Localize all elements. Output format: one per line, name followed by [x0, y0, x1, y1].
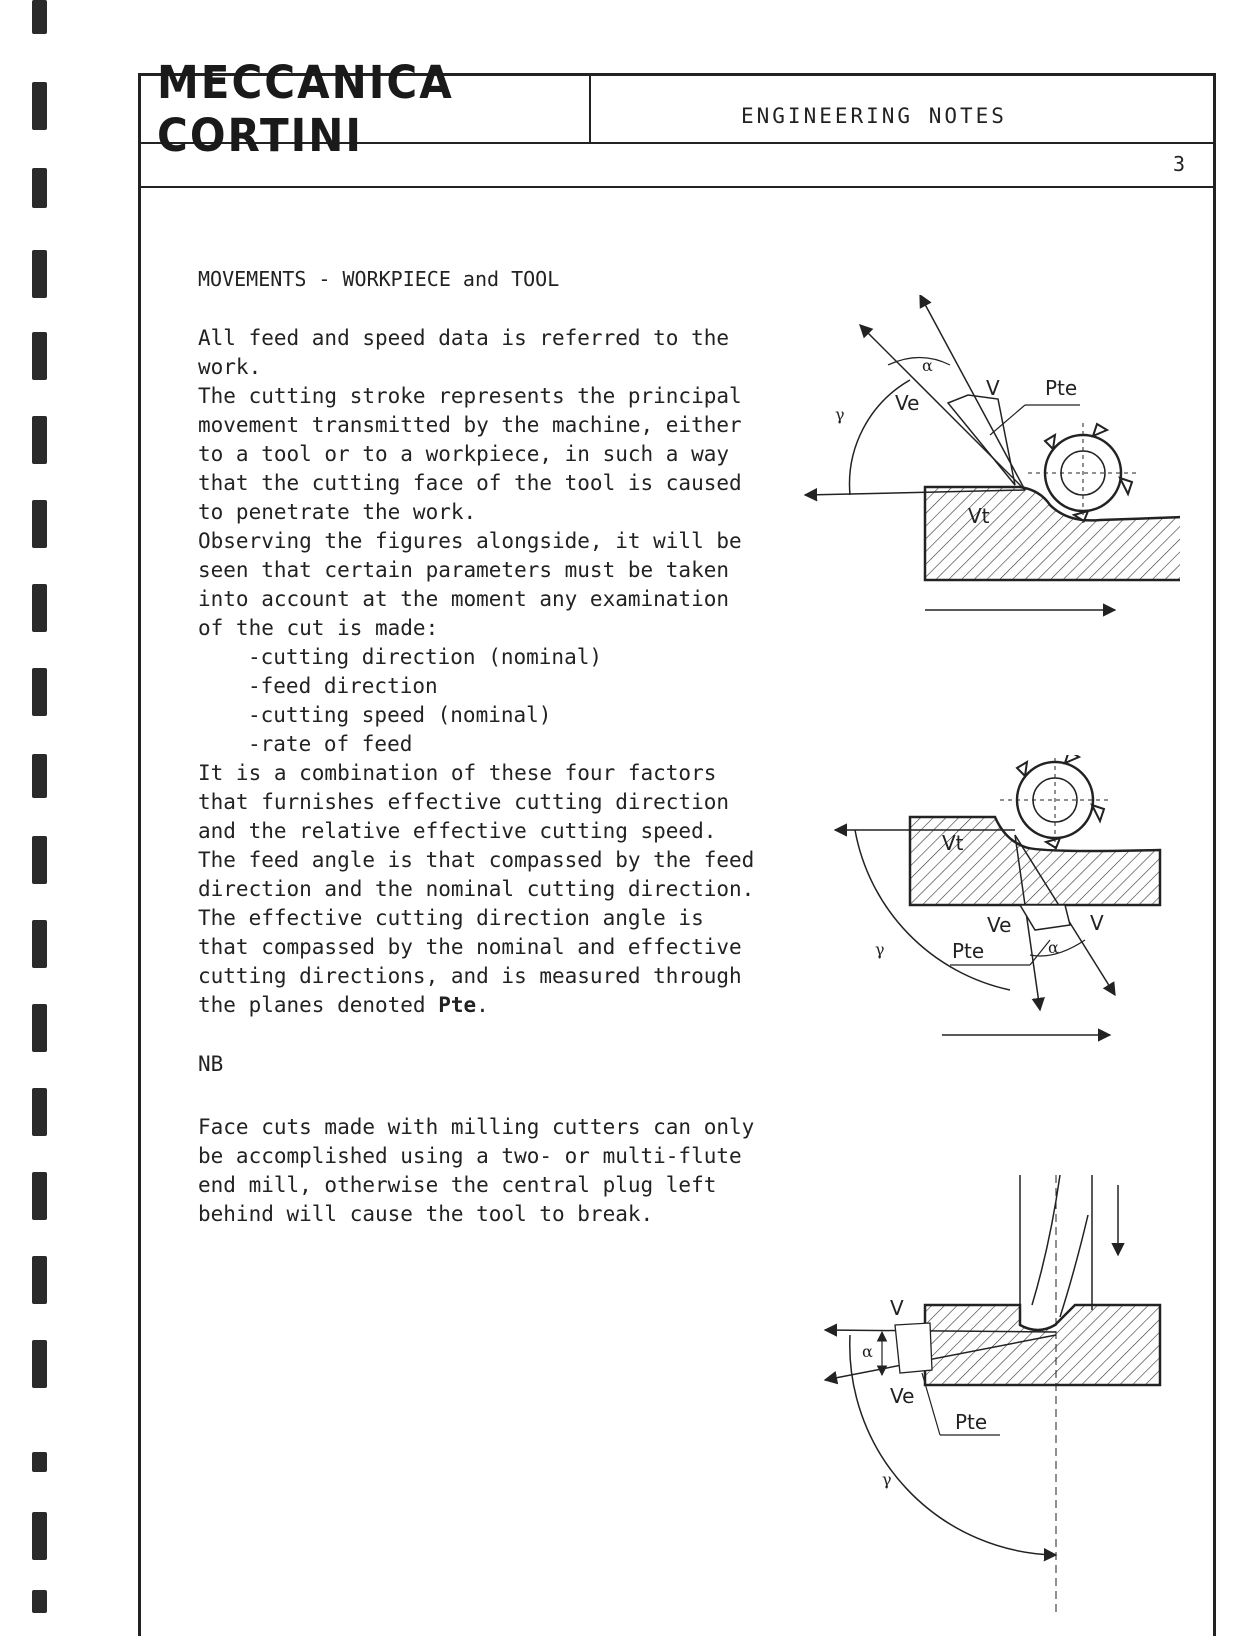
ve-label: Ve: [890, 1384, 915, 1408]
list-item: -rate of feed: [248, 732, 413, 756]
binding-hole: [32, 836, 47, 884]
paragraph-intro: All feed and speed data is referred to the work. The cutting stroke represents the principal movement transmitted by the machine, either to a tool or to a workpiece, in such a way that the cutting face of the tool is caused to penetrate the work. Observing the figures alongside, it will be seen that certain parameters must be taken into account at the moment any examination of the cut is made:: [198, 326, 742, 640]
gamma-label: γ: [882, 1470, 892, 1489]
logo-box: [141, 56, 591, 162]
pte-label: Pte: [952, 939, 985, 963]
parameter-list: [198, 643, 758, 759]
pte-label: Pte: [955, 1410, 988, 1434]
note-label: NB: [198, 1052, 224, 1076]
binding-hole: [32, 500, 47, 548]
section-heading: MOVEMENTS - WORKPIECE and TOOL: [198, 267, 560, 291]
paragraph-end: .: [476, 993, 489, 1017]
binding-hole: [32, 1256, 47, 1304]
binding-hole: [32, 250, 47, 298]
figure-drilling: [820, 1175, 1200, 1613]
page-number: 3: [1172, 152, 1185, 176]
main-text: [198, 265, 758, 1229]
figure-peripheral-milling-2: [830, 755, 1200, 1055]
binding-hole: [32, 920, 47, 968]
binding-hole: [32, 332, 47, 380]
binding-hole: [32, 416, 47, 464]
binding-hole: [32, 82, 47, 130]
binding-hole: [32, 1340, 47, 1388]
v-label: V: [890, 1296, 904, 1320]
binding-hole: [32, 584, 47, 632]
vt-label: Vt: [942, 831, 964, 855]
list-item: -feed direction: [248, 674, 438, 698]
binding-hole: [32, 1452, 47, 1472]
list-item: -cutting speed (nominal): [248, 703, 552, 727]
pte-term: Pte: [438, 993, 477, 1017]
ve-label: Ve: [895, 391, 920, 415]
binding-hole: [32, 668, 47, 716]
paragraph-factors: [198, 759, 758, 1020]
binding-hole: [32, 1088, 47, 1136]
binding-hole: [32, 1172, 47, 1220]
binding-hole: [32, 0, 47, 34]
v-label: V: [1090, 911, 1104, 935]
v-label: V: [986, 376, 1000, 400]
gamma-label: γ: [835, 405, 845, 424]
header-row: [141, 56, 1213, 162]
workpiece: [925, 487, 1180, 580]
alpha-label: α: [922, 356, 933, 375]
subheader-row: [141, 142, 1213, 188]
pte-label: Pte: [1045, 376, 1078, 400]
cutter: [1000, 755, 1110, 850]
note-text: Face cuts made with milling cutters can only be accomplished using a two- or multi-flute end mill, otherwise the central plug left behind will cause the tool to break.: [198, 1115, 755, 1226]
figure-peripheral-milling-1: [800, 295, 1180, 645]
gamma-label: γ: [875, 940, 885, 959]
binding-hole: [32, 1590, 47, 1613]
paragraph-factors-text: It is a combination of these four factors that furnishes effective cutting direction and the relative effective cutting speed. The feed angle is that compassed by the feed direction and the nominal cutting direction. The effective cutting direction angle is that compassed by the nominal and effective cutting directions, and is measured through the planes denoted: [198, 761, 755, 1017]
binding-hole: [32, 1512, 47, 1560]
workpiece: [925, 1305, 1160, 1385]
alpha-label: α: [862, 1342, 873, 1361]
alpha-label: α: [1048, 938, 1059, 957]
binding-hole: [32, 754, 47, 798]
binding-hole: [32, 1004, 47, 1052]
list-item: -cutting direction (nominal): [248, 645, 603, 669]
document-type: ENGINEERING NOTES: [741, 104, 1007, 128]
binding-holes: [0, 0, 60, 1613]
binding-hole: [32, 168, 47, 208]
company-logo: MECCANICA CORTINI: [157, 56, 454, 162]
vt-label: Vt: [968, 504, 990, 528]
ve-label: Ve: [987, 913, 1012, 937]
